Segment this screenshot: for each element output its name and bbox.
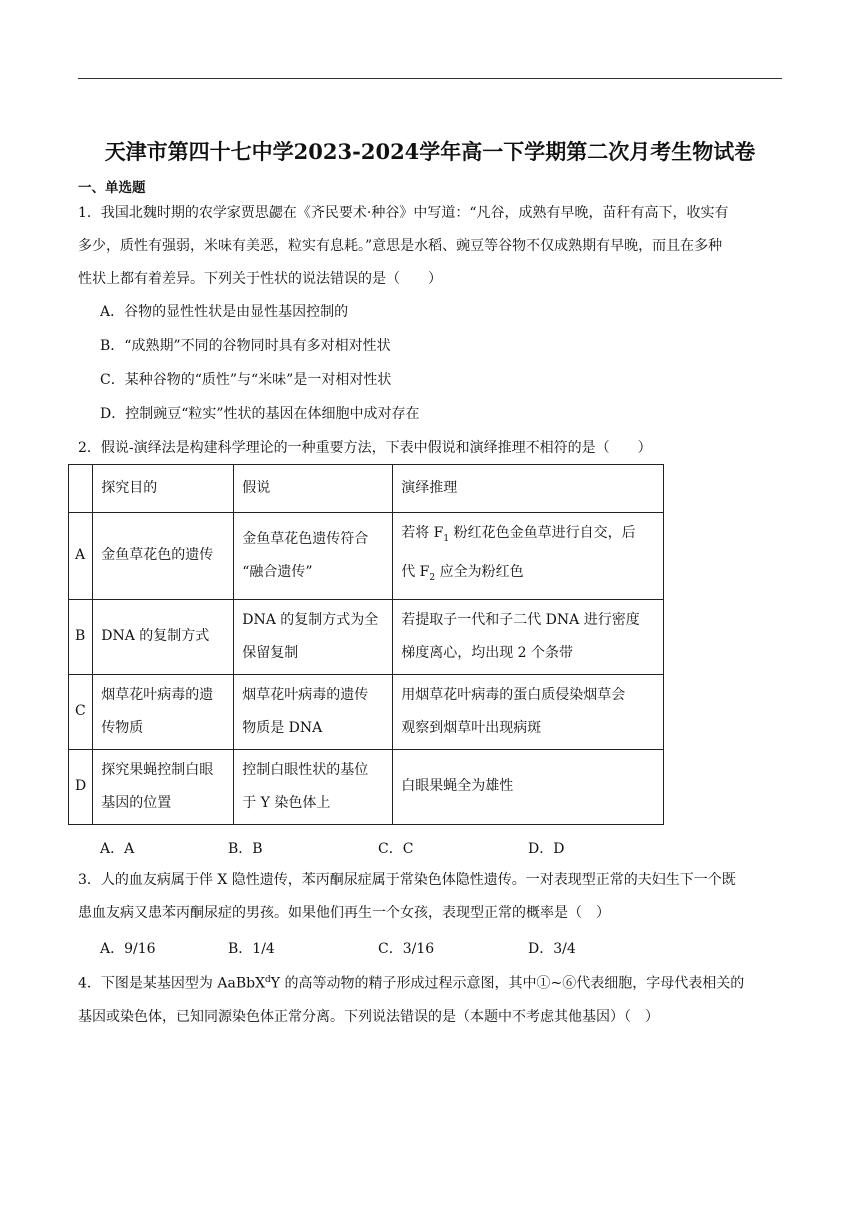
table-header-cell: 探究目的: [93, 465, 234, 513]
table-cell: 金鱼草花色遗传符合 “融合遗传”: [234, 513, 393, 600]
row-label: A: [69, 513, 93, 600]
q1-option-d[interactable]: D．控制豌豆“粒实”性状的基因在体细胞中成对存在: [100, 406, 420, 422]
table-header-cell: [69, 465, 93, 513]
question-3-stem: 3．人的血友病属于伴 X 隐性遗传，苯丙酮尿症属于常染色体隐性遗传。一对表现型正常的夫妇生下一个既 患血友病又患苯丙酮尿症的男孩。如果他们再生一个女孩，表现型正常的概率是（ ）: [78, 872, 736, 921]
table-header-cell: 演绎推理: [393, 465, 664, 513]
table-cell: 若将 $F_1$ 粉红花色金鱼草进行自交，后 代 $F_2$ 应全为粉红色: [393, 513, 664, 600]
table-row: [69, 749, 664, 824]
row-label: C: [69, 674, 93, 749]
table-cell: 白眼果蝇全为雄性: [393, 749, 664, 824]
table-row: [69, 513, 664, 600]
table-cell: 用烟草花叶病毒的蛋白质侵染烟草会 观察到烟草叶出现病斑: [393, 674, 664, 749]
table-header-row: [69, 465, 664, 513]
q3-option-b[interactable]: B．1/4: [228, 941, 275, 957]
table-row: [69, 599, 664, 674]
q1-option-b[interactable]: B．“成熟期”不同的谷物同时具有多对相对性状: [100, 338, 391, 354]
table-cell: DNA 的复制方式为全 保留复制: [234, 599, 393, 674]
q2-option-d[interactable]: D．D: [528, 841, 565, 857]
q1-option-a[interactable]: A．谷物的显性性状是由显性基因控制的: [100, 304, 349, 320]
table-cell: 金鱼草花色的遗传: [93, 513, 234, 600]
q3-option-d[interactable]: D．3/4: [528, 941, 576, 957]
q2-option-c[interactable]: C．C: [378, 841, 414, 857]
table-cell: 若提取子一代和子二代 DNA 进行密度 梯度离心，均出现 2 个条带: [393, 599, 664, 674]
page-title: 天津市第四十七中学2023-2024学年高一下学期第二次月考生物试卷: [104, 139, 756, 164]
question-2-stem: 2．假说-演绎法是构建科学理论的一种重要方法，下表中假说和演绎推理不相符的是（ ）: [78, 440, 652, 456]
question-1-stem: 1．我国北魏时期的农学家贾思勰在《齐民要术·种谷》中写道：“凡谷，成熟有早晚，苗秆有高下，收实有 多少，质性有强弱，米味有美恶，粒实有息耗。”意思是水稻、豌豆等谷物不仅成熟期有早晚，而且在多种 性状上都有着差异。下列关于性状的说法错误的是（ ）: [78, 205, 729, 287]
table-header-cell: 假说: [234, 465, 393, 513]
row-label: D: [69, 749, 93, 824]
section-heading: 一、单选题: [78, 180, 146, 196]
q2-option-a[interactable]: A．A: [100, 841, 135, 857]
header-rule: [78, 78, 782, 79]
q2-table: [68, 464, 664, 825]
q3-option-c[interactable]: C．3/16: [378, 941, 435, 957]
table-cell: DNA 的复制方式: [93, 599, 234, 674]
table-row: [69, 674, 664, 749]
table-cell: 控制白眼性状的基位 于 Y 染色体上: [234, 749, 393, 824]
q3-option-a[interactable]: A．9/16: [100, 941, 156, 957]
table-cell: 烟草花叶病毒的遗传 物质是 DNA: [234, 674, 393, 749]
q1-option-c[interactable]: C．某种谷物的“质性”与“米味”是一对相对性状: [100, 372, 392, 388]
question-4-stem: 4．下图是某基因型为 AaBbX$^d$Y 的高等动物的精子形成过程示意图，其中①~⑥代表细胞，字母代表相关的 基因或染色体，已知同源染色体正常分离。下列说法错误的是（本题中不考虑其他基因）（ ）: [78, 975, 745, 1025]
table-cell: 烟草花叶病毒的遗 传物质: [93, 674, 234, 749]
q2-option-b[interactable]: B．B: [228, 841, 263, 857]
row-label: B: [69, 599, 93, 674]
table-cell: 探究果蝇控制白眼 基因的位置: [93, 749, 234, 824]
